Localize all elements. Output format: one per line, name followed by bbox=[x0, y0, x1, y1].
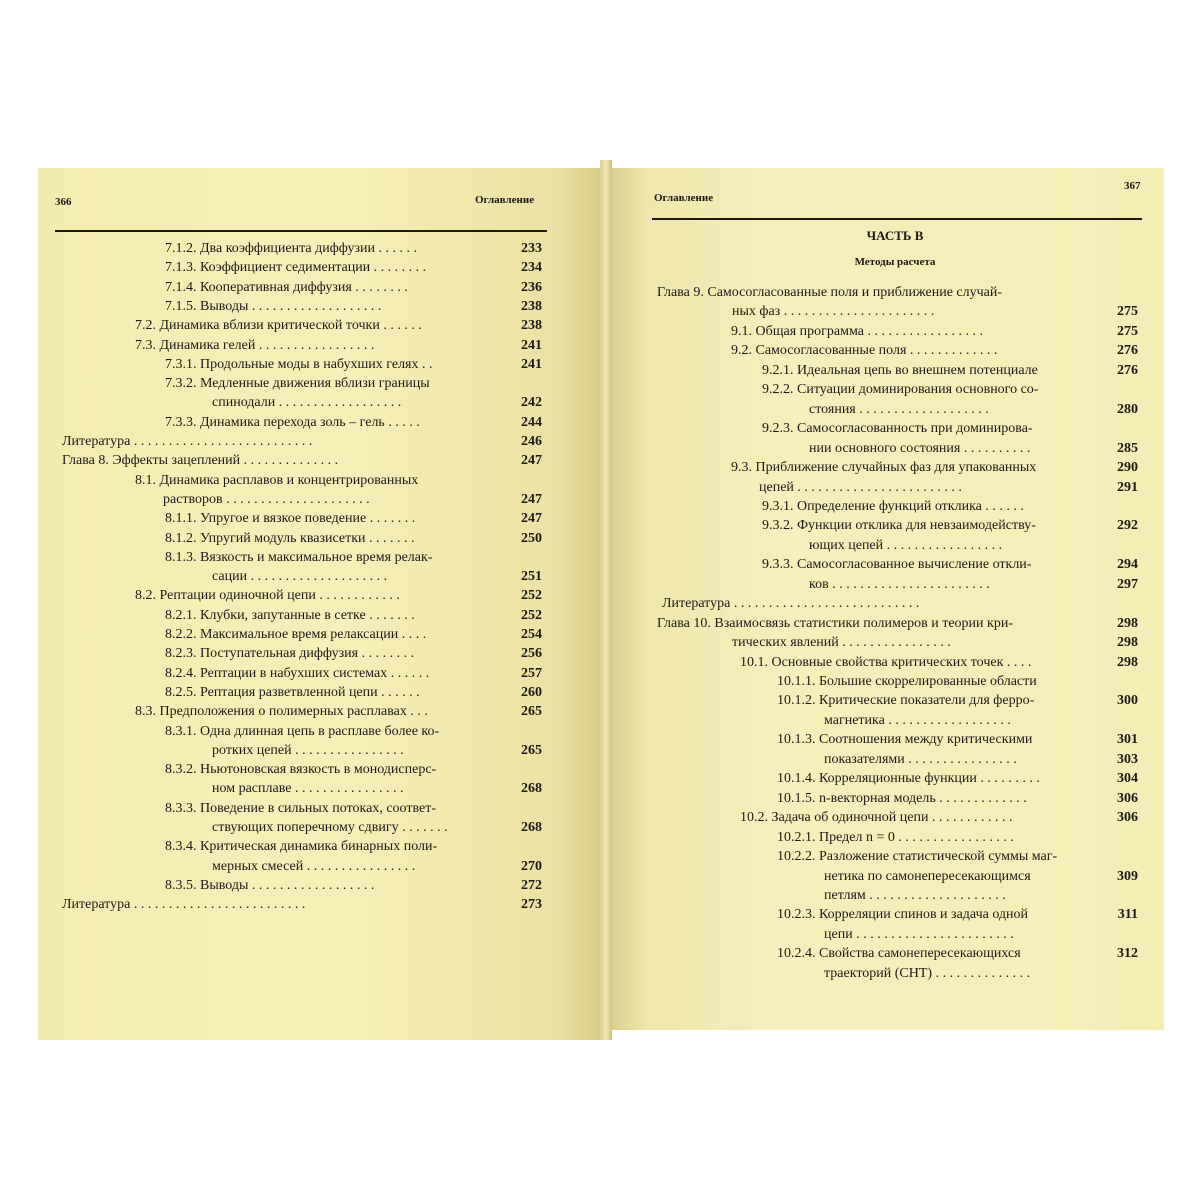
toc-entry-text: 8.2.2. Максимальное время релаксации . . . . bbox=[165, 627, 427, 642]
left-running-head: Оглавление bbox=[475, 194, 535, 206]
toc-entry-text: Литература . . . . . . . . . . . . . . . . . . . . . . . . . bbox=[62, 897, 306, 913]
toc-entry-text: цепей . . . . . . . . . . . . . . . . . . . . . . . . bbox=[759, 479, 962, 495]
toc-entry-text: 7.3.1. Продольные моды в набухших гелях . . bbox=[165, 356, 433, 372]
toc-entry-page: 252 bbox=[521, 607, 542, 623]
toc-entry-text: стояния . . . . . . . . . . . . . . . . . . . bbox=[809, 401, 989, 417]
toc-entry-text: ных фаз . . . . . . . . . . . . . . . . . . . . . . bbox=[732, 304, 935, 320]
toc-entry-page: 236 bbox=[521, 279, 542, 295]
toc-entry-page: 247 bbox=[521, 511, 542, 527]
toc-entry-text: 9.3. Приближение случайных фаз для упакованных bbox=[731, 460, 1037, 476]
toc-entry-page: 257 bbox=[521, 665, 542, 681]
toc-entry-text: 9.2.1. Идеальная цепь во внешнем потенциале bbox=[762, 362, 1038, 378]
left-page-number: 366 bbox=[55, 196, 72, 208]
toc-entry-text: магнетика . . . . . . . . . . . . . . . . . . bbox=[824, 712, 1011, 728]
toc-entry-page: 238 bbox=[521, 298, 542, 314]
toc-entry-text: 7.1.4. Кооперативная диффузия . . . . . . . . bbox=[165, 279, 408, 295]
toc-entry-text: 8.3. Предположения о полимерных расплавах . . . bbox=[135, 704, 428, 720]
toc-entry-text: спинодали . . . . . . . . . . . . . . . . . . bbox=[212, 395, 402, 411]
toc-entry-page: 297 bbox=[1117, 576, 1138, 592]
toc-entry-text: 9.1. Общая программа . . . . . . . . . . . . . . . . . bbox=[731, 323, 983, 339]
toc-entry-text: 8.2.3. Поступательная диффузия . . . . . . . . bbox=[165, 646, 415, 662]
toc-entry-text: тических явлений . . . . . . . . . . . . . . . . bbox=[732, 635, 951, 651]
toc-entry-page: 244 bbox=[521, 414, 542, 430]
right-page-number: 367 bbox=[1124, 180, 1141, 192]
toc-entry-text: 8.3.4. Критическая динамика бинарных поли- bbox=[165, 839, 438, 855]
toc-entry-page: 250 bbox=[521, 530, 542, 546]
toc-entry-page: 251 bbox=[521, 569, 542, 585]
toc-entry-text: 9.2.3. Самосогласованность при доминирова- bbox=[762, 421, 1033, 437]
toc-entry-page: 306 bbox=[1117, 810, 1138, 826]
toc-entry-text: ротких цепей . . . . . . . . . . . . . . . . bbox=[212, 742, 404, 758]
toc-entry-page: 242 bbox=[521, 395, 542, 411]
toc-entry-text: 8.1.3. Вязкость и максимальное время релак- bbox=[165, 549, 433, 565]
toc-entry-page: 275 bbox=[1117, 304, 1138, 320]
toc-entry-page: 265 bbox=[521, 742, 542, 758]
toc-entry-text: 9.3.1. Определение функций отклика . . . . . . bbox=[762, 498, 1024, 514]
toc-entry-page: 256 bbox=[521, 646, 542, 662]
toc-entry-page: 294 bbox=[1117, 557, 1138, 573]
toc-entry-text: показателями . . . . . . . . . . . . . . . . bbox=[824, 751, 1017, 767]
toc-entry-page: 260 bbox=[521, 684, 542, 700]
toc-entry-text: 10.1.5. n-векторная модель . . . . . . . . . . . . . bbox=[777, 790, 1027, 806]
toc-entry-text: Литература . . . . . . . . . . . . . . . . . . . . . . . . . . . bbox=[662, 596, 920, 612]
toc-entry-text: 7.1.2. Два коэффициента диффузии . . . . . . bbox=[165, 241, 417, 256]
toc-entry-text: ном расплаве . . . . . . . . . . . . . . . . bbox=[212, 781, 404, 797]
toc-entry-page: 280 bbox=[1117, 401, 1138, 417]
toc-entry-page: 270 bbox=[521, 858, 542, 874]
toc-entry-text: траекторий (СНТ) . . . . . . . . . . . . . . bbox=[824, 965, 1031, 981]
toc-entry-text: 9.2. Самосогласованные поля . . . . . . . . . . . . . bbox=[731, 343, 998, 359]
toc-entry-text: Литература . . . . . . . . . . . . . . . . . . . . . . . . . . bbox=[62, 434, 313, 449]
toc-entry-page: 234 bbox=[521, 260, 542, 276]
toc-entry-text: ющих цепей . . . . . . . . . . . . . . . . . bbox=[809, 537, 1003, 553]
toc-entry-text: 8.2. Рептации одиночной цепи . . . . . . . . . . . . bbox=[135, 588, 400, 604]
toc-entry-page: 303 bbox=[1117, 751, 1138, 767]
toc-entry-text: 7.3. Динамика гелей . . . . . . . . . . . . . . . . . bbox=[135, 337, 375, 353]
toc-entry-page: 272 bbox=[521, 877, 542, 893]
toc-entry-text: 9.2.2. Ситуации доминирования основного со- bbox=[762, 382, 1039, 398]
toc-entry-text: сации . . . . . . . . . . . . . . . . . . . . bbox=[212, 569, 388, 585]
right-header-rule bbox=[652, 218, 1142, 220]
toc-entry-text: 8.2.1. Клубки, запутанные в сетке . . . . . . . bbox=[165, 607, 415, 623]
toc-entry-text: петлям . . . . . . . . . . . . . . . . . . . . bbox=[824, 887, 1006, 903]
toc-entry-text: нии основного состояния . . . . . . . . . . bbox=[809, 440, 1031, 456]
toc-entry-page: 241 bbox=[521, 356, 542, 372]
toc-entry-text: 10.2. Задача об одиночной цепи . . . . . . . . . . . . bbox=[740, 810, 1013, 826]
toc-entry-text: 9.3.3. Самосогласованное вычисление откли- bbox=[762, 557, 1032, 573]
toc-entry-page: 254 bbox=[521, 627, 542, 642]
toc-entry-text: 7.1.5. Выводы . . . . . . . . . . . . . . . . . . . bbox=[165, 298, 382, 314]
toc-entry-text: 8.1. Динамика расплавов и концентрированных bbox=[135, 472, 419, 488]
toc-entry-text: 10.2.3. Корреляции спинов и задача одной bbox=[777, 907, 1029, 923]
toc-entry-page: 312 bbox=[1117, 946, 1138, 962]
toc-entry-page: 285 bbox=[1117, 440, 1138, 456]
toc-entry-text: 10.1.2. Критические показатели для ферро- bbox=[777, 693, 1035, 709]
toc-entry-page: 304 bbox=[1117, 771, 1138, 787]
toc-entry-page: 247 bbox=[521, 491, 542, 507]
toc-entry-text: 10.2.2. Разложение статистической суммы маг- bbox=[777, 849, 1058, 865]
toc-entry-text: мерных смесей . . . . . . . . . . . . . . . . bbox=[212, 858, 416, 874]
toc-entry-page: 298 bbox=[1117, 654, 1138, 670]
toc-entry-page: 275 bbox=[1117, 323, 1138, 339]
toc-entry-page: 276 bbox=[1117, 362, 1138, 378]
toc-entry-page: 298 bbox=[1117, 615, 1138, 631]
toc-entry-page: 241 bbox=[521, 337, 542, 353]
toc-entry-text: нетика по самонепересекающимся bbox=[824, 868, 1031, 884]
toc-entry-page: 291 bbox=[1117, 479, 1138, 495]
toc-entry-text: 10.2.4. Свойства самонепересекающихся bbox=[777, 946, 1021, 962]
toc-entry-text: 8.2.5. Рептация разветвленной цепи . . . . . . bbox=[165, 684, 420, 700]
toc-entry-text: 8.3.1. Одна длинная цепь в расплаве более ко- bbox=[165, 723, 440, 739]
toc-entry-page: 298 bbox=[1117, 635, 1138, 651]
toc-entry-page: 301 bbox=[1117, 732, 1138, 748]
toc-entry-page: 300 bbox=[1117, 693, 1138, 709]
part-subtitle: Методы расчета bbox=[854, 256, 936, 268]
toc-entry-text: 10.1.3. Соотношения между критическими bbox=[777, 732, 1033, 748]
toc-entry-text: 7.1.3. Коэффициент седиментации . . . . . . . . bbox=[165, 260, 427, 276]
toc-entry-text: ков . . . . . . . . . . . . . . . . . . . . . . . bbox=[809, 576, 990, 592]
book-spine bbox=[600, 160, 612, 1040]
toc-entry-text: 10.1.4. Корреляционные функции . . . . . . . . . bbox=[777, 771, 1040, 787]
toc-entry-text: 8.3.2. Ньютоновская вязкость в монодисперс- bbox=[165, 762, 437, 778]
toc-entry-page: 247 bbox=[521, 453, 542, 469]
toc-entry-text: Глава 9. Самосогласованные поля и приближение случай- bbox=[657, 285, 1003, 300]
toc-entry-page: 309 bbox=[1117, 868, 1138, 884]
toc-entry-text: 8.3.5. Выводы . . . . . . . . . . . . . . . . . . bbox=[165, 877, 375, 893]
left-header-rule bbox=[55, 230, 547, 232]
toc-entry-page: 306 bbox=[1117, 790, 1138, 806]
toc-entry-page: 252 bbox=[521, 588, 542, 604]
toc-entry-text: 8.3.3. Поведение в сильных потоках, соответ- bbox=[165, 800, 437, 816]
part-title: ЧАСТЬ В bbox=[866, 228, 924, 243]
toc-entry-text: Глава 8. Эффекты зацеплений . . . . . . . . . . . . . . bbox=[62, 453, 339, 469]
toc-entry-page: 268 bbox=[521, 820, 542, 835]
toc-entry-text: 8.1.2. Упругий модуль квазисетки . . . . . . . bbox=[165, 530, 415, 546]
toc-entry-page: 233 bbox=[521, 241, 542, 256]
toc-entry-page: 276 bbox=[1117, 343, 1138, 359]
toc-entry-page: 292 bbox=[1117, 518, 1138, 534]
toc-entry-text: 7.3.3. Динамика перехода золь – гель . . . . . bbox=[165, 414, 420, 430]
toc-entry-page: 290 bbox=[1117, 460, 1138, 476]
toc-entry-page: 273 bbox=[521, 897, 542, 913]
toc-entry-text: 8.1.1. Упругое и вязкое поведение . . . . . . . bbox=[165, 511, 416, 527]
toc-entry-text: 10.2.1. Предел n = 0 . . . . . . . . . . . . . . . . . bbox=[777, 829, 1014, 845]
toc-entry-page: 238 bbox=[521, 318, 542, 334]
toc-entry-text: 10.1. Основные свойства критических точек . . . . bbox=[740, 654, 1032, 670]
toc-entry-text: 7.2. Динамика вблизи критической точки . . . . . . bbox=[135, 318, 422, 334]
toc-entry-text: 7.3.2. Медленные движения вблизи границы bbox=[165, 376, 430, 392]
toc-entry-text: 10.1.1. Большие скоррелированные области bbox=[777, 674, 1037, 689]
toc-entry-text: цепи . . . . . . . . . . . . . . . . . . . . . . . bbox=[824, 926, 1014, 942]
toc-entry-page: 265 bbox=[521, 704, 542, 720]
toc-entry-text: 8.2.4. Рептации в набухших системах . . . . . . bbox=[165, 665, 430, 681]
toc-entry-text: ствующих поперечному сдвигу . . . . . . . bbox=[212, 820, 448, 835]
toc-entry-page: 268 bbox=[521, 781, 542, 797]
toc-entry-page: 311 bbox=[1117, 907, 1138, 923]
toc-entry-page: 246 bbox=[521, 434, 542, 449]
toc-entry-text: растворов . . . . . . . . . . . . . . . . . . . . . bbox=[163, 491, 370, 507]
toc-entry-text: Глава 10. Взаимосвязь статистики полимеров и теории кри- bbox=[657, 615, 1013, 631]
right-running-head: Оглавление bbox=[654, 192, 714, 204]
toc-entry-text: 9.3.2. Функции отклика для невзаимодейству- bbox=[762, 518, 1036, 534]
